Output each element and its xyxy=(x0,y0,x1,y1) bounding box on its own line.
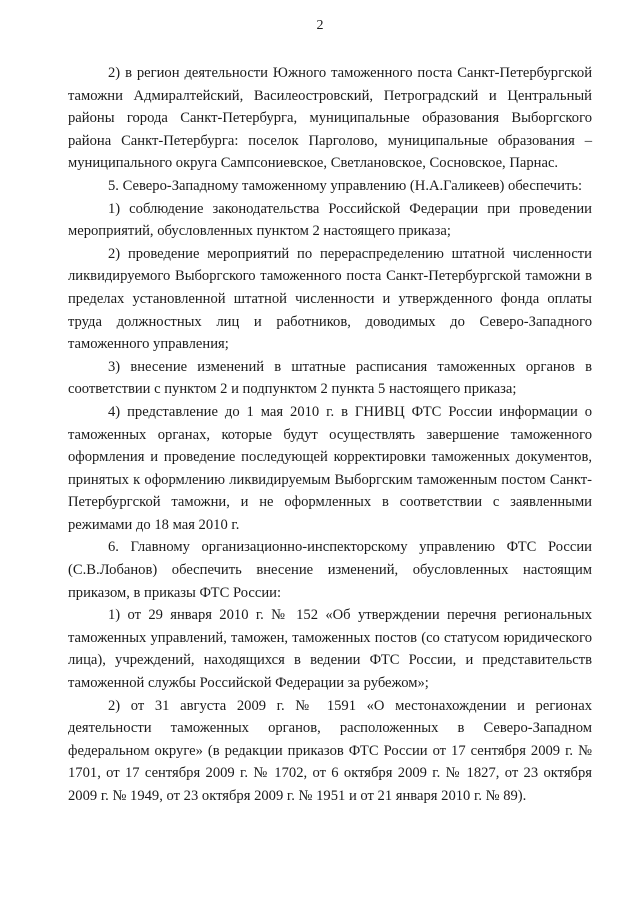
paragraph-6-1-order-152: 1) от 29 января 2010 г. № 152 «Об утверждении перечня региональных таможенных управлений, таможен, таможенных постов (со статусом юридического лица), учреждений, находящихся в ведении ФТС России, и представительств таможенной службы Российской Федерации за рубежом»; xyxy=(68,607,592,692)
paragraph-6-2-order-1591: 2) от 31 августа 2009 г. № 1591 «О местонахождении и регионах деятельности таможенных органов, расположенных в Северо-Западном федеральном округе» (в редакции приказов ФТС России от 17 сентября 2009 г. № 1701, от 17 сентября 2009 г. № 1702, от 6 октября 2009 г. № 1827, от 23 октября 2009 г. № 1949, от 23 октября 2009 г. № 1951 и от 21 января 2010 г. № 89). xyxy=(68,697,592,804)
paragraph-5-4-information-submission: 4) представление до 1 мая 2010 г. в ГНИВЦ ФТС России информации о таможенных органах, которые будут осуществлять завершение таможенного оформления и проведение последующей корректировки таможенных документов, принятых к оформлению ликвидируемым Выборгским таможенным постом Санкт-Петербургской таможни, и не оформленных в соответствии с заявленными режимами до 18 мая 2010 г. xyxy=(68,403,592,533)
paragraph-6-inspection-department: 6. Главному организационно-инспекторскому управлению ФТС России (С.В.Лобанов) обеспечить внесение изменений, обусловленных настоящим приказом, в приказы ФТС России: xyxy=(68,539,592,601)
page-number: 2 xyxy=(316,18,324,33)
paragraph-5-northwest-customs: 5. Северо-Западному таможенному управлению (Н.А.Галикеев) обеспечить: xyxy=(108,177,583,194)
paragraph-5-1-legislation: 1) соблюдение законодательства Российской Федерации при проведении мероприятий, обусловленных пунктом 2 настоящего приказа; xyxy=(68,200,592,240)
paragraph-5-2-staff-redistribution: 2) проведение мероприятий по перераспределению штатной численности ликвидируемого Выборгского таможенного поста Санкт-Петербургской таможни в пределах установленной штатной численности и утвержденного фонда оплаты труда должностных лиц и работников, доводимых до Северо-Западного таможенного управления; xyxy=(68,245,592,353)
document-body xyxy=(68,62,592,808)
paragraph-2-region-southern-post: 2) в регион деятельности Южного таможенного поста Санкт-Петербургской таможни Адмиралтейский, Василеостровский, Петроградский и Центральный районы города Санкт-Петербурга, муниципальные образования Выборгского района Санкт-Петербурга: поселок Парголово, муниципальные образования – муниципального округа Сампсониевское, Светлановское, Сосновское, Парнас. xyxy=(68,65,592,172)
paragraph-5-3-staff-schedules: 3) внесение изменений в штатные расписания таможенных органов в соответствии с пунктом 2 и подпунктом 2 пункта 5 настоящего приказа; xyxy=(68,358,592,398)
